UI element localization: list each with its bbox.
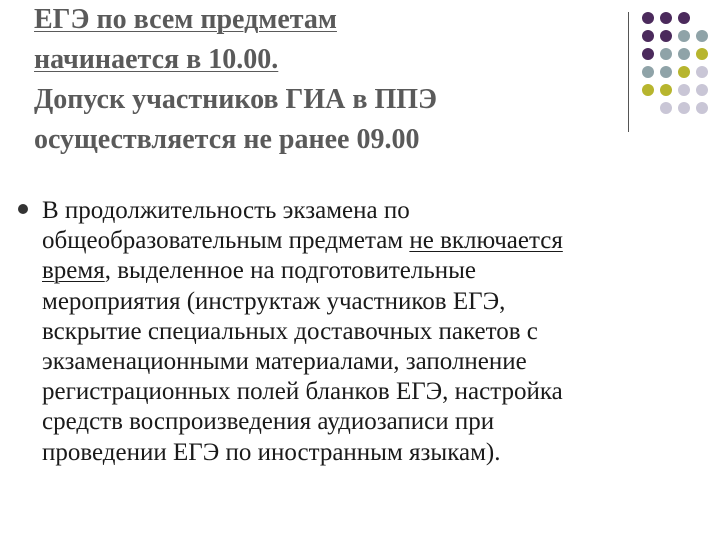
decor-dot xyxy=(678,102,690,114)
decor-dot xyxy=(642,84,654,96)
title-line-2: начинается в 10.00. xyxy=(34,44,279,75)
decor-dot xyxy=(678,30,690,42)
decor-dot xyxy=(696,30,708,42)
underlined-phrase: время xyxy=(42,257,105,285)
decor-dot xyxy=(696,48,708,60)
bullet-dot-icon xyxy=(18,204,28,214)
decor-dot xyxy=(696,66,708,78)
decor-dot xyxy=(678,12,690,24)
vertical-divider xyxy=(628,12,629,132)
decor-dot xyxy=(660,102,672,114)
bullet-line: мероприятия (инструктаж участников ЕГЭ, xyxy=(42,287,506,315)
decor-dot xyxy=(642,12,654,24)
decor-dot xyxy=(660,12,672,24)
bullet-text-segment: , выделенное на подготовительные xyxy=(104,257,476,285)
bullet-line: средств воспроизведения аудиозаписи при xyxy=(42,408,495,436)
decor-dot xyxy=(642,66,654,78)
decor-dot xyxy=(678,48,690,60)
decor-dot xyxy=(660,48,672,60)
slide-title xyxy=(34,0,594,160)
decor-dot xyxy=(642,30,654,42)
title-line-4: осуществляется не ранее 09.00 xyxy=(34,124,420,155)
decor-dot xyxy=(660,66,672,78)
decor-dot xyxy=(660,30,672,42)
underlined-phrase: не включается xyxy=(409,227,563,255)
decorative-dot-grid xyxy=(640,12,720,122)
decor-dot xyxy=(678,84,690,96)
decor-dot xyxy=(696,84,708,96)
bullet-line: экзаменационными материалами, заполнение xyxy=(42,348,527,376)
bullet-text xyxy=(42,196,712,468)
bullet-line xyxy=(42,226,712,256)
bullet-text-segment: общеобразовательным предметам xyxy=(42,227,410,255)
bullet-line: проведении ЕГЭ по иностранным языкам). xyxy=(42,438,501,466)
bullet-line xyxy=(42,256,712,286)
decor-dot xyxy=(678,66,690,78)
bullet-line: вскрытие специальных доставочных пакетов с xyxy=(42,317,538,345)
decor-dot xyxy=(660,84,672,96)
decor-dot xyxy=(642,48,654,60)
bullet-line: В продолжительность экзамена по xyxy=(42,197,410,224)
bullet-line: регистрационных полей бланков ЕГЭ, настройка xyxy=(42,378,563,406)
decor-dot xyxy=(696,102,708,114)
title-line-3: Допуск участников ГИА в ППЭ xyxy=(34,84,438,115)
title-line-1: ЕГЭ по всем предметам xyxy=(34,4,337,35)
